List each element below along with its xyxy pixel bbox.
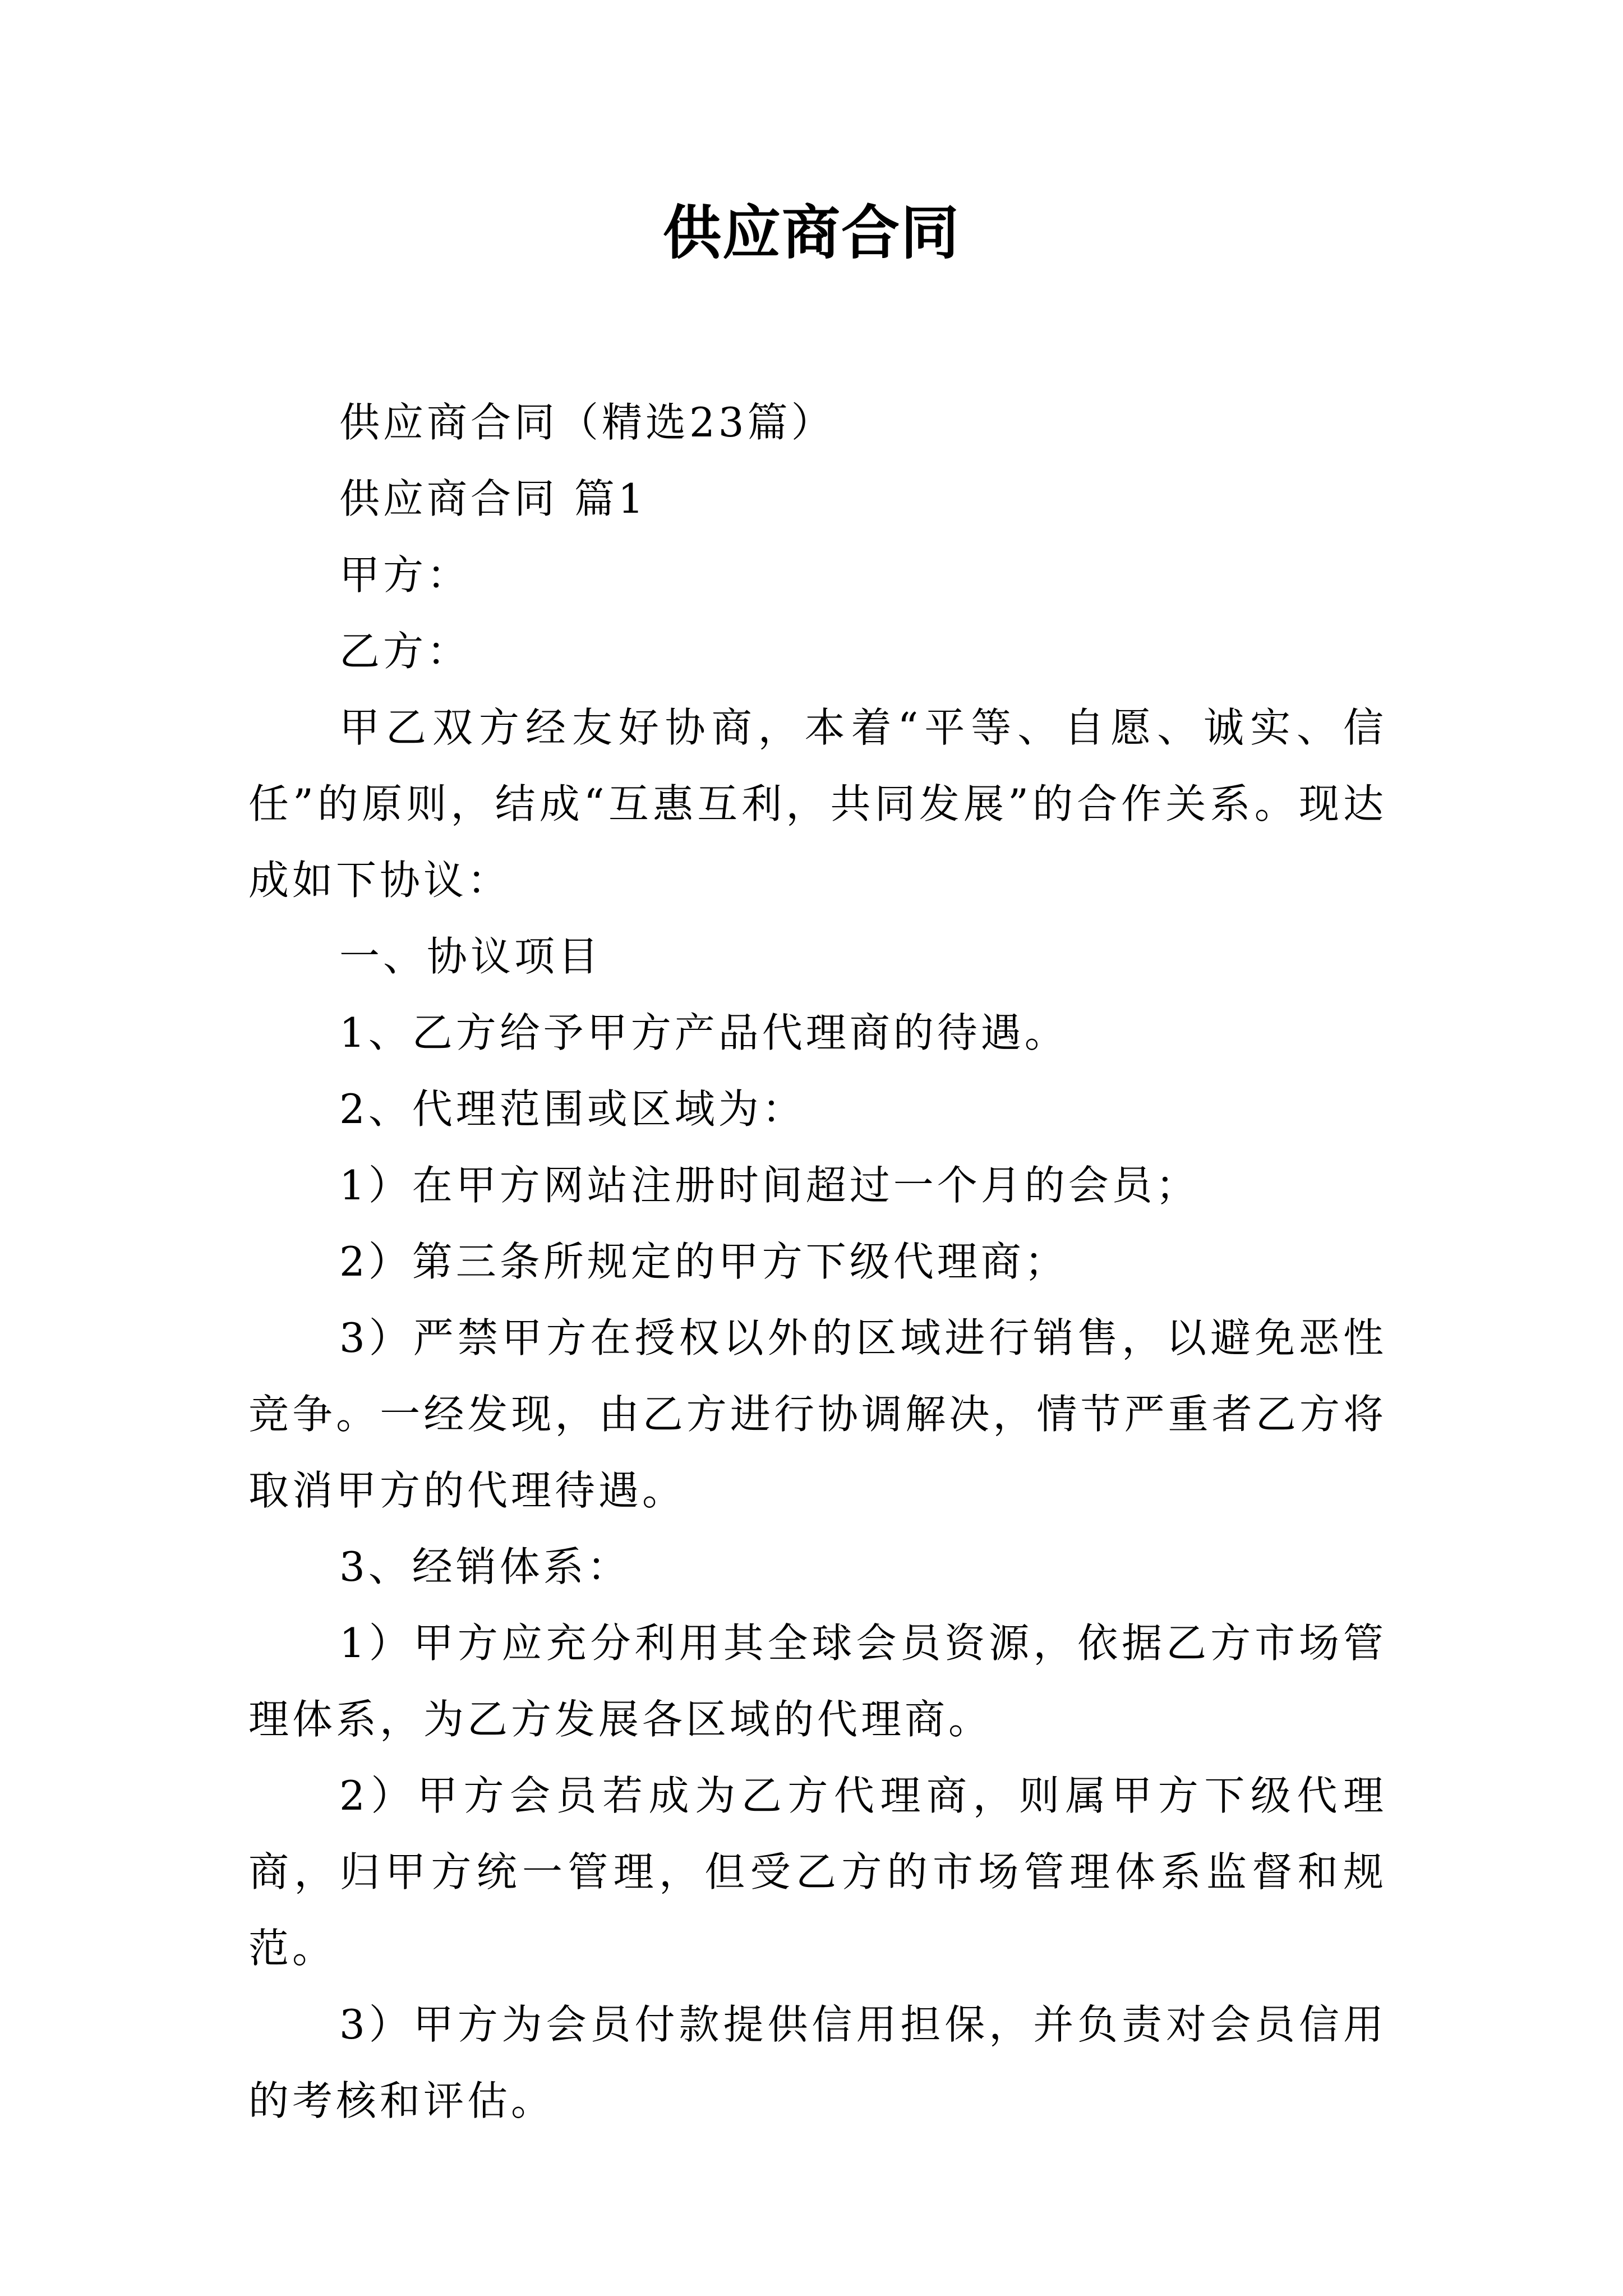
paragraph-item-3-1: 1）甲方应充分利用其全球会员资源，依据乙方市场管理体系，为乙方发展各区域的代理商。	[248, 1619, 1387, 1743]
paragraph-party-a: 甲方：	[339, 551, 471, 599]
document-body	[248, 384, 1387, 2139]
paragraph-item-3-2: 2）甲方会员若成为乙方代理商，则属甲方下级代理商，归甲方统一管理，但受乙方的市场管理体系监督和规范。	[248, 1772, 1387, 1972]
paragraph-item-3: 3、经销体系：	[339, 1543, 631, 1590]
paragraph-subtitle: 供应商合同（精选23篇）	[339, 399, 835, 446]
paragraph-item-2: 2、代理范围或区域为：	[339, 1085, 806, 1133]
paragraph-section-heading: 供应商合同 篇1	[339, 475, 647, 522]
paragraph-item-2-1: 1）在甲方网站注册时间超过一个月的会员；	[339, 1162, 1200, 1209]
paragraph-party-b: 乙方：	[339, 628, 471, 675]
paragraph-item-3-3: 3）甲方为会员付款提供信用担保，并负责对会员信用的考核和评估。	[248, 2001, 1387, 2124]
paragraph-heading-agreement-items: 一、协议项目	[339, 933, 602, 980]
document-title: 供应商合同	[662, 199, 960, 267]
paragraph-preamble: 甲乙双方经友好协商，本着“平等、自愿、诚实、信任”的原则，结成“互惠互利，共同发展”的合作关系。现达成如下协议：	[248, 704, 1387, 904]
paragraph-item-2-2: 2）第三条所规定的甲方下级代理商；	[339, 1238, 1068, 1285]
paragraph-item-2-3: 3）严禁甲方在授权以外的区域进行销售，以避免恶性竞争。一经发现，由乙方进行协调解决，情节严重者乙方将取消甲方的代理待遇。	[248, 1314, 1387, 1514]
paragraph-item-1: 1、乙方给予甲方产品代理商的待遇。	[339, 1009, 1068, 1056]
